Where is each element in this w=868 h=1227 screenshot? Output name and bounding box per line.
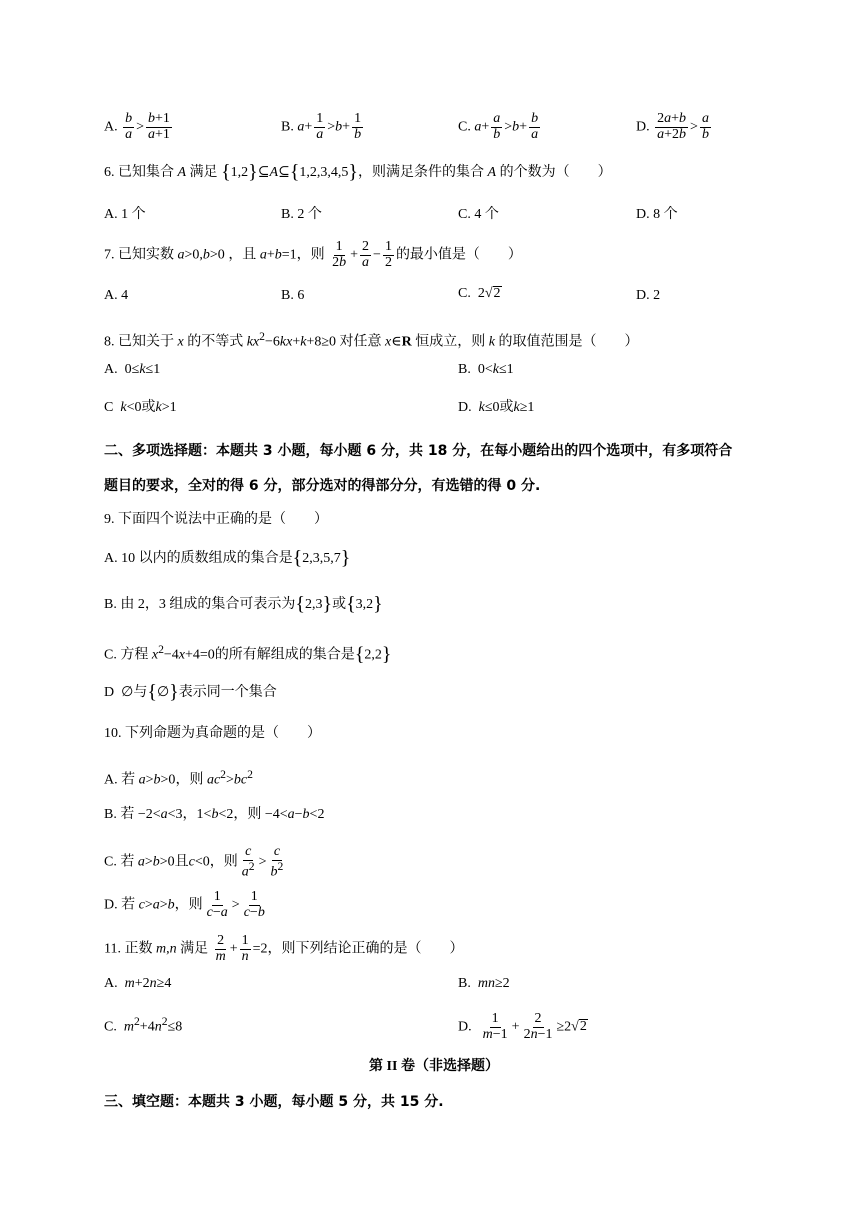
q10-option-b: B. 若 −2<a<3，1<b<2，则 −4<a−b<2 [104, 807, 325, 822]
fraction: $\frac{1}{2b}$ [332, 239, 347, 270]
q9-option-d: D ∅与{∅}表示同一个集合 [104, 681, 277, 703]
q9-stem: 9. 下面四个说法中正确的是（ ） [104, 512, 328, 527]
fraction: $\frac{a}{b}$ [493, 111, 501, 142]
q11-stem: 11. 正数 m,n 满足 $\frac{2}{m}$ + $\frac{1}{n}$ =2，则下列结论正确的是（ ） [104, 933, 464, 964]
fraction: $\frac{c}{b^2}$ [270, 844, 284, 880]
fraction: $\frac{a}{b}$ [701, 111, 709, 142]
q7-stem: 7. 已知实数 a>0,b>0 ，且 a+b=1，则 $\frac{1}{2b}$ + $\frac{2}{a}$ − $\frac{1}{2}$ 的最小值是（ ） [104, 239, 522, 270]
q8-stem: 8. 已知关于 x 的不等式 $kx^2-6kx+k+8\ge 0$ 对任意 x∈R 恒成立，则 k 的取值范围是（ ） [104, 330, 639, 350]
fraction: $\frac{b}{a}$ [531, 111, 539, 142]
q11-option-a: A. m+2n≥4 [104, 976, 172, 991]
q11-option-b: B. mn≥2 [458, 976, 510, 991]
fraction: $\frac{2}{a}$ [362, 239, 370, 270]
q10-option-c: C. 若 a>b>0且c<0，则 $\frac{c}{a^2}$ > $\frac{c}{b^2}$ [104, 844, 284, 880]
q9-option-b: B. 由 2，3 组成的集合可表示为{2,3}或{3,2} [104, 593, 383, 615]
section-3-heading: 三、填空题：本题共 3 小题，每小题 5 分，共 15 分. [104, 1094, 444, 1110]
q9-option-c: C. 方程 $x^2-4x+4=0$的所有解组成的集合是{2,2} [104, 643, 392, 666]
q11-option-c: C. $m^2+4n^2\le 8$ [104, 1015, 183, 1035]
q7-option-b: B. 6 [281, 288, 305, 303]
q11-option-d: D. $\frac{1}{m-1}$ + $\frac{2}{2n-1}$ ≥2√2 [458, 1011, 587, 1042]
fraction: $\frac{1}{a}$ [316, 111, 324, 142]
q8-option-d: D. k≤0或k≥1 [458, 400, 535, 415]
q7-option-c: C. 2√2 [458, 286, 501, 301]
section-2-heading-line2: 题目的要求，全对的得 6 分，部分选对的得部分分，有选错的得 0 分. [104, 478, 541, 494]
q5-option-b: B. a+ $\frac{1}{a}$ >b+ $\frac{1}{b}$ [281, 111, 362, 142]
q6-option-b: B. 2 个 [281, 207, 322, 222]
fraction: $\frac{2}{2n-1}$ [523, 1011, 553, 1042]
q5-option-a: A. $\frac{b}{a}$ > $\frac{b+1}{a+1}$ [104, 111, 170, 142]
fraction: $\frac{2}{m}$ [215, 933, 226, 964]
fraction: $\frac{c}{a^2}$ [241, 844, 255, 880]
q10-option-d: D. 若 c>a>b，则 $\frac{1}{c-a}$ > $\frac{1}{c-b}$ [104, 889, 265, 920]
fraction: $\frac{1}{c-a}$ [206, 889, 228, 920]
fraction: $\frac{1}{m-1}$ [482, 1011, 508, 1042]
fraction: $\frac{2a+b}{a+2b}$ [657, 111, 687, 142]
fraction: $\frac{1}{2}$ [384, 239, 392, 270]
q8-option-b: B. 0<k≤1 [458, 362, 514, 377]
fraction: $\frac{b+1}{a+1}$ [148, 111, 170, 142]
q7-option-a: A. 4 [104, 288, 129, 303]
q7-option-d: D. 2 [636, 288, 661, 303]
q6-stem: 6. 已知集合 A 满足 {1,2}⊆A⊆{1,2,3,4,5}，则满足条件的集合 A 的个数为（ ） [104, 161, 612, 183]
q8-option-c: C k<0或k>1 [104, 400, 177, 415]
fraction: $\frac{1}{c-b}$ [243, 889, 265, 920]
q6-option-a: A. 1 个 [104, 207, 146, 222]
fraction: $\frac{1}{b}$ [354, 111, 362, 142]
q5-option-d: D. $\frac{2a+b}{a+2b}$ > $\frac{a}{b}$ [636, 111, 709, 142]
fraction: $\frac{1}{n}$ [241, 933, 249, 964]
q6-option-c: C. 4 个 [458, 207, 499, 222]
q8-option-a: A. 0≤k≤1 [104, 362, 161, 377]
q5-option-c: C. a+ $\frac{a}{b}$ >b+ $\frac{b}{a}$ [458, 111, 539, 142]
q10-option-a: A. 若 a>b>0，则 $ac^2>bc^2$ [104, 768, 253, 788]
section-2-heading-line1: 二、多项选择题：本题共 3 小题，每小题 6 分，共 18 分，在每小题给出的四个选项中，有多项符合 [104, 443, 733, 459]
q9-option-a: A. 10 以内的质数组成的集合是{2,3,5,7} [104, 547, 351, 569]
fraction: $\frac{b}{a}$ [125, 111, 133, 142]
q10-stem: 10. 下列命题为真命题的是（ ） [104, 726, 321, 741]
q6-option-d: D. 8 个 [636, 207, 678, 222]
part-2-title: 第 II 卷（非选择题） [369, 1059, 499, 1074]
